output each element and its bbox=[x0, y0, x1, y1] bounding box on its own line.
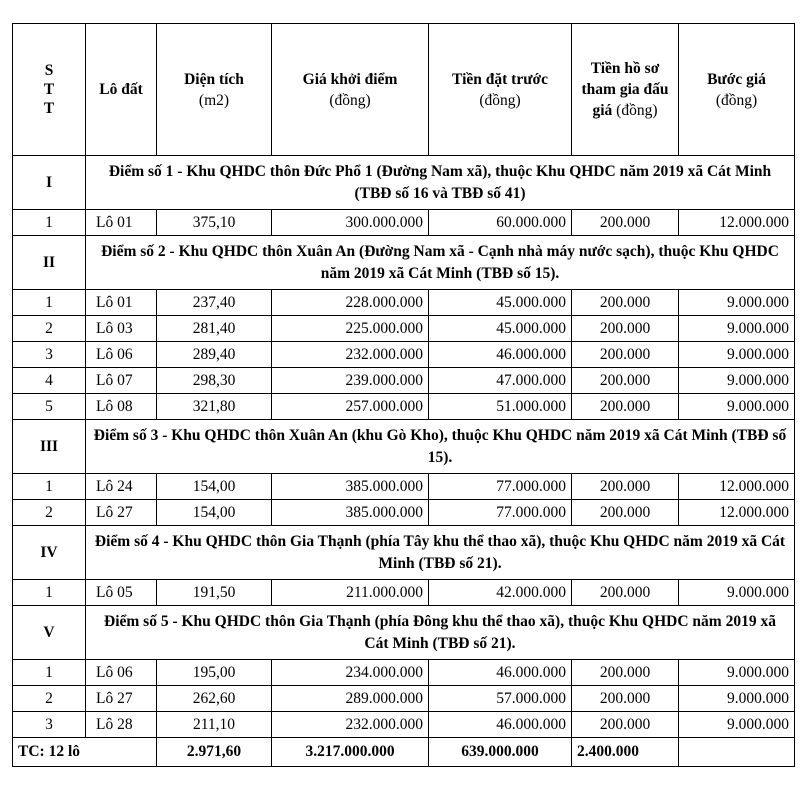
cell-deposit: 77.000.000 bbox=[429, 474, 572, 500]
header-row bbox=[13, 24, 795, 156]
total-deposit: 639.000.000 bbox=[429, 738, 572, 767]
header-stt: S T T bbox=[13, 24, 86, 156]
cell-start-price: 228.000.000 bbox=[272, 290, 429, 316]
cell-stt: 1 bbox=[13, 290, 86, 316]
total-area: 2.971,60 bbox=[157, 738, 272, 767]
cell-deposit: 45.000.000 bbox=[429, 316, 572, 342]
cell-stt: 4 bbox=[13, 368, 86, 394]
cell-deposit: 47.000.000 bbox=[429, 368, 572, 394]
cell-stt: 2 bbox=[13, 686, 86, 712]
cell-area: 237,40 bbox=[157, 290, 272, 316]
cell-lot: Lô 06 bbox=[86, 342, 157, 368]
table-row bbox=[13, 368, 795, 394]
table-row bbox=[13, 500, 795, 526]
section-roman: III bbox=[13, 420, 86, 474]
cell-step: 12.000.000 bbox=[679, 210, 795, 236]
cell-deposit: 60.000.000 bbox=[429, 210, 572, 236]
cell-deposit: 45.000.000 bbox=[429, 290, 572, 316]
total-start-price: 3.217.000.000 bbox=[272, 738, 429, 767]
cell-start-price: 385.000.000 bbox=[272, 474, 429, 500]
header-deposit: Tiền đặt trước (đồng) bbox=[429, 24, 572, 156]
table-row bbox=[13, 316, 795, 342]
table-row bbox=[13, 342, 795, 368]
cell-deposit: 51.000.000 bbox=[429, 394, 572, 420]
cell-deposit: 46.000.000 bbox=[429, 342, 572, 368]
section-title: Điểm số 4 - Khu QHDC thôn Gia Thạnh (phía Tây khu thể thao xã), thuộc Khu QHDC năm 2019 xã Cát Minh (TBĐ số 21). bbox=[86, 526, 795, 580]
cell-fee: 200.000 bbox=[572, 500, 679, 526]
table-row bbox=[13, 712, 795, 738]
cell-start-price: 289.000.000 bbox=[272, 686, 429, 712]
total-step bbox=[679, 738, 795, 767]
section-row bbox=[13, 156, 795, 210]
cell-lot: Lô 01 bbox=[86, 210, 157, 236]
cell-area: 298,30 bbox=[157, 368, 272, 394]
section-roman: II bbox=[13, 236, 86, 290]
table-row bbox=[13, 210, 795, 236]
cell-lot: Lô 01 bbox=[86, 290, 157, 316]
cell-fee: 200.000 bbox=[572, 290, 679, 316]
cell-step: 9.000.000 bbox=[679, 316, 795, 342]
table-row bbox=[13, 394, 795, 420]
cell-area: 262,60 bbox=[157, 686, 272, 712]
cell-step: 9.000.000 bbox=[679, 660, 795, 686]
section-row bbox=[13, 606, 795, 660]
cell-fee: 200.000 bbox=[572, 394, 679, 420]
cell-start-price: 239.000.000 bbox=[272, 368, 429, 394]
section-row bbox=[13, 236, 795, 290]
cell-deposit: 46.000.000 bbox=[429, 712, 572, 738]
cell-start-price: 385.000.000 bbox=[272, 500, 429, 526]
section-roman: I bbox=[13, 156, 86, 210]
cell-fee: 200.000 bbox=[572, 316, 679, 342]
cell-fee: 200.000 bbox=[572, 686, 679, 712]
cell-step: 9.000.000 bbox=[679, 712, 795, 738]
cell-lot: Lô 08 bbox=[86, 394, 157, 420]
cell-stt: 5 bbox=[13, 394, 86, 420]
total-row bbox=[13, 738, 795, 767]
cell-stt: 1 bbox=[13, 210, 86, 236]
cell-start-price: 225.000.000 bbox=[272, 316, 429, 342]
cell-lot: Lô 05 bbox=[86, 580, 157, 606]
cell-lot: Lô 07 bbox=[86, 368, 157, 394]
section-title: Điểm số 1 - Khu QHDC thôn Đức Phổ 1 (Đường Nam xã), thuộc Khu QHDC năm 2019 xã Cát Minh (TBĐ số 16 và TBĐ số 41) bbox=[86, 156, 795, 210]
cell-lot: Lô 27 bbox=[86, 500, 157, 526]
section-title: Điểm số 2 - Khu QHDC thôn Xuân An (Đường Nam xã - Cạnh nhà máy nước sạch), thuộc Khu QHDC năm 2019 xã Cát Minh (TBĐ số 15). bbox=[86, 236, 795, 290]
cell-lot: Lô 06 bbox=[86, 660, 157, 686]
header-lot: Lô đất bbox=[86, 24, 157, 156]
cell-deposit: 57.000.000 bbox=[429, 686, 572, 712]
cell-step: 9.000.000 bbox=[679, 290, 795, 316]
cell-stt: 2 bbox=[13, 316, 86, 342]
cell-area: 289,40 bbox=[157, 342, 272, 368]
table-row bbox=[13, 580, 795, 606]
section-title: Điểm số 5 - Khu QHDC thôn Gia Thạnh (phía Đông khu thể thao xã), thuộc Khu QHDC năm 2019 xã Cát Minh (TBĐ số 21). bbox=[86, 606, 795, 660]
section-row bbox=[13, 420, 795, 474]
cell-fee: 200.000 bbox=[572, 342, 679, 368]
total-label: TC: 12 lô bbox=[13, 738, 157, 767]
cell-lot: Lô 28 bbox=[86, 712, 157, 738]
header-area: Diện tích (m2) bbox=[157, 24, 272, 156]
cell-area: 154,00 bbox=[157, 474, 272, 500]
cell-area: 321,80 bbox=[157, 394, 272, 420]
cell-step: 9.000.000 bbox=[679, 686, 795, 712]
section-row bbox=[13, 526, 795, 580]
cell-stt: 1 bbox=[13, 660, 86, 686]
cell-stt: 3 bbox=[13, 712, 86, 738]
cell-fee: 200.000 bbox=[572, 580, 679, 606]
cell-stt: 3 bbox=[13, 342, 86, 368]
header-step: Bước giá (đồng) bbox=[679, 24, 795, 156]
cell-lot: Lô 24 bbox=[86, 474, 157, 500]
cell-start-price: 257.000.000 bbox=[272, 394, 429, 420]
cell-deposit: 46.000.000 bbox=[429, 660, 572, 686]
cell-deposit: 77.000.000 bbox=[429, 500, 572, 526]
section-roman: IV bbox=[13, 526, 86, 580]
cell-lot: Lô 27 bbox=[86, 686, 157, 712]
header-fee: Tiền hồ sơ tham gia đấu giá (đồng) bbox=[572, 24, 679, 156]
cell-stt: 2 bbox=[13, 500, 86, 526]
cell-step: 9.000.000 bbox=[679, 342, 795, 368]
table-row bbox=[13, 660, 795, 686]
cell-area: 211,10 bbox=[157, 712, 272, 738]
cell-step: 9.000.000 bbox=[679, 580, 795, 606]
cell-lot: Lô 03 bbox=[86, 316, 157, 342]
header-start-price: Giá khởi điểm (đồng) bbox=[272, 24, 429, 156]
cell-start-price: 232.000.000 bbox=[272, 342, 429, 368]
cell-area: 154,00 bbox=[157, 500, 272, 526]
cell-stt: 1 bbox=[13, 474, 86, 500]
cell-step: 12.000.000 bbox=[679, 500, 795, 526]
cell-start-price: 234.000.000 bbox=[272, 660, 429, 686]
cell-start-price: 232.000.000 bbox=[272, 712, 429, 738]
cell-start-price: 300.000.000 bbox=[272, 210, 429, 236]
cell-step: 9.000.000 bbox=[679, 394, 795, 420]
cell-start-price: 211.000.000 bbox=[272, 580, 429, 606]
cell-deposit: 42.000.000 bbox=[429, 580, 572, 606]
section-title: Điểm số 3 - Khu QHDC thôn Xuân An (khu Gò Kho), thuộc Khu QHDC năm 2019 xã Cát Minh (TBĐ số 15). bbox=[86, 420, 795, 474]
cell-area: 195,00 bbox=[157, 660, 272, 686]
cell-area: 281,40 bbox=[157, 316, 272, 342]
cell-fee: 200.000 bbox=[572, 210, 679, 236]
table-row bbox=[13, 474, 795, 500]
total-fee: 2.400.000 bbox=[572, 738, 679, 767]
table-row bbox=[13, 290, 795, 316]
table-body bbox=[13, 156, 795, 767]
cell-step: 12.000.000 bbox=[679, 474, 795, 500]
cell-fee: 200.000 bbox=[572, 368, 679, 394]
cell-stt: 1 bbox=[13, 580, 86, 606]
cell-area: 375,10 bbox=[157, 210, 272, 236]
cell-fee: 200.000 bbox=[572, 660, 679, 686]
cell-fee: 200.000 bbox=[572, 712, 679, 738]
section-roman: V bbox=[13, 606, 86, 660]
auction-table bbox=[12, 23, 795, 767]
cell-step: 9.000.000 bbox=[679, 368, 795, 394]
cell-area: 191,50 bbox=[157, 580, 272, 606]
table-row bbox=[13, 686, 795, 712]
cell-fee: 200.000 bbox=[572, 474, 679, 500]
